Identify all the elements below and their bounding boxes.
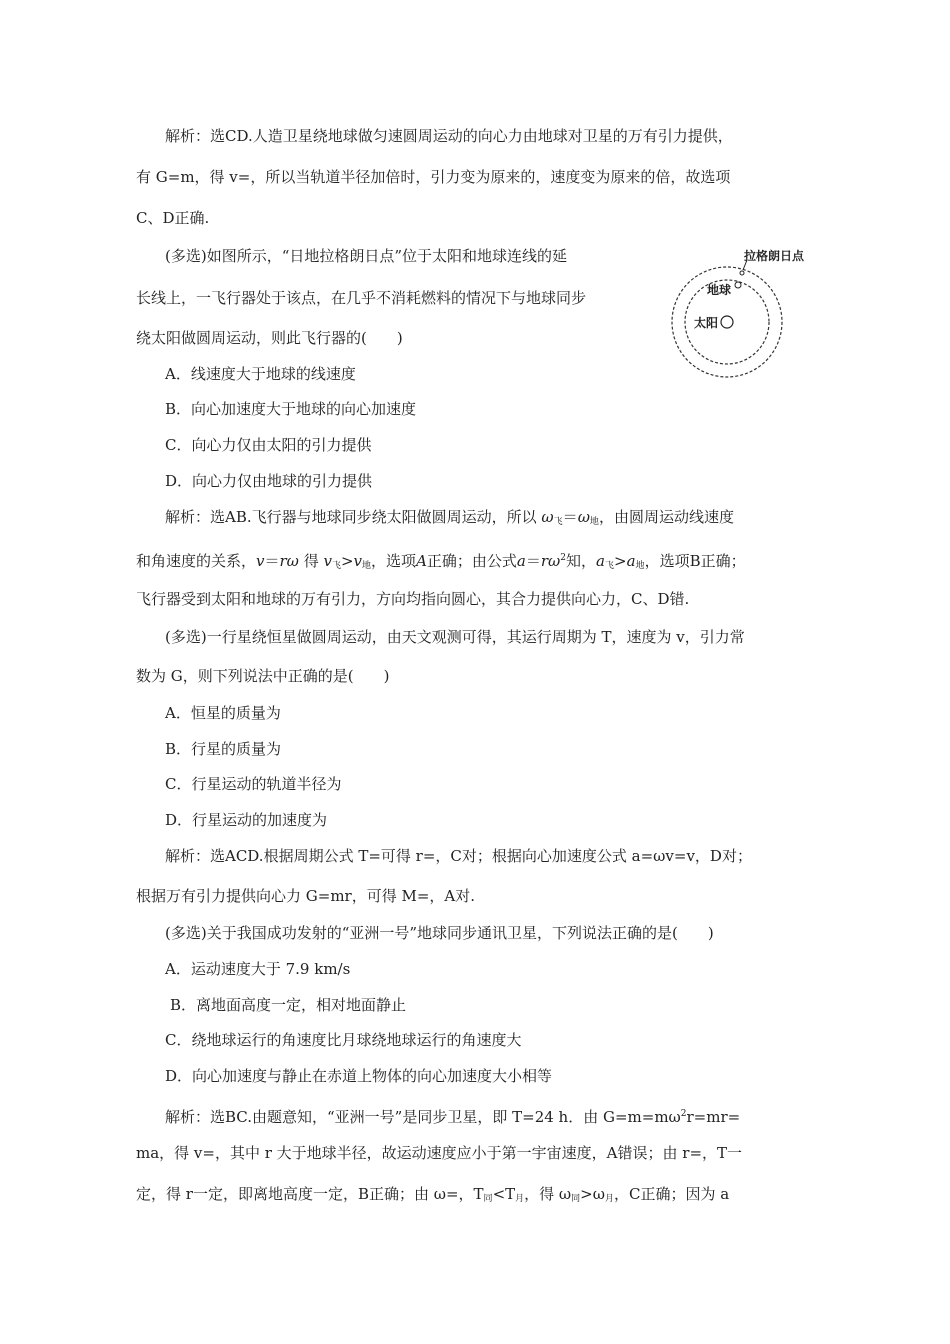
question-4-option-b: B．离地面高度一定，相对地面静止 bbox=[170, 996, 407, 1014]
analysis-cd-line-1: 解析：选CD.人造卫星绕地球做匀速圆周运动的向心力由地球对卫星的万有引力提供， bbox=[165, 127, 733, 145]
sun-icon bbox=[721, 316, 733, 328]
analysis-ab-line-2: 和角速度的关系，v＝rω 得 $v_飞>v_地$，选项A正确；由公式$a=r\omega^2$知，$a_飞>a_地$，选项B正确； bbox=[136, 552, 746, 571]
question-3-option-b: B．行星的质量为 bbox=[165, 740, 282, 758]
lagrange-label: 拉格朗日点 bbox=[744, 249, 805, 263]
analysis-bc-line-1: 解析：选BC.由题意知，“亚洲一号”是同步卫星，即 T=24 h．由 $G=m=m\omega^2r=mr=$ bbox=[165, 1108, 741, 1126]
earth-label: 地球 bbox=[707, 283, 732, 297]
question-3-option-c: C．行星运动的轨道半径为 bbox=[165, 775, 342, 793]
question-4-line-1: (多选)关于我国成功发射的“亚洲一号”地球同步通讯卫星，下列说法正确的是( ) bbox=[165, 924, 714, 942]
question-2-line-3: 绕太阳做圆周运动，则此飞行器的( ) bbox=[136, 329, 403, 347]
question-2-line-2: 长线上，一飞行器处于该点，在几乎不消耗燃料的情况下与地球同步 bbox=[136, 289, 587, 307]
earth-icon bbox=[735, 282, 741, 288]
analysis-acd-line-2: 根据万有引力提供向心力 G=mr，可得 M=，A对. bbox=[136, 887, 476, 905]
question-2-line-1: (多选)如图所示，“日地拉格朗日点”位于太阳和地球连线的延 bbox=[165, 247, 568, 265]
question-2-option-a: A．线速度大于地球的线速度 bbox=[165, 365, 356, 383]
question-3-line-1: (多选)一行星绕恒星做圆周运动，由天文观测可得，其运行周期为 T，速度为 v，引力常 bbox=[165, 628, 745, 646]
analysis-bc-line-2: ma，得 v=，其中 r 大于地球半径，故运动速度应小于第一宇宙速度，A错误；由 r=，T一 bbox=[136, 1144, 743, 1162]
question-2-option-b: B．向心加速度大于地球的向心加速度 bbox=[165, 400, 417, 418]
lagrange-point-diagram bbox=[660, 242, 825, 382]
question-2-option-c: C．向心力仅由太阳的引力提供 bbox=[165, 436, 372, 454]
lagrange-point-icon bbox=[740, 271, 744, 275]
question-3-option-a: A．恒星的质量为 bbox=[165, 704, 281, 722]
analysis-acd-line-1: 解析：选ACD.根据周期公式 T=可得 r=，C对；根据向心加速度公式 a=ωv=v，D对； bbox=[165, 847, 752, 865]
analysis-ab-line-3: 飞行器受到太阳和地球的万有引力，方向均指向圆心，其合力提供向心力，C、D错. bbox=[136, 590, 690, 608]
analysis-cd-line-2: 有 G=m，得 v=，所以当轨道半径加倍时，引力变为原来的，速度变为原来的倍，故选项 bbox=[136, 168, 731, 186]
question-3-line-2: 数为 G，则下列说法中正确的是( ) bbox=[136, 667, 390, 685]
analysis-ab-line-1: 解析：选AB.飞行器与地球同步绕太阳做圆周运动，所以 $\omega_飞=\omega_地$，由圆周运动线速度 bbox=[165, 508, 734, 527]
question-4-option-c: C．绕地球运行的角速度比月球绕地球运行的角速度大 bbox=[165, 1031, 522, 1049]
analysis-bc-line-3: 定，得 r一定，即离地高度一定，B正确；由 ω=，$T_同<T_月$，得 $\omega_同>\omega_月$，C正确；因为 a bbox=[136, 1185, 730, 1204]
sun-label: 太阳 bbox=[694, 316, 719, 330]
question-2-option-d: D．向心力仅由地球的引力提供 bbox=[165, 472, 373, 490]
analysis-cd-line-3: C、D正确. bbox=[136, 209, 210, 227]
question-3-option-d: D．行星运动的加速度为 bbox=[165, 811, 328, 829]
question-4-option-d: D．向心加速度与静止在赤道上物体的向心加速度大小相等 bbox=[165, 1067, 553, 1085]
question-4-option-a: A．运动速度大于 7.9 km/s bbox=[165, 960, 351, 978]
